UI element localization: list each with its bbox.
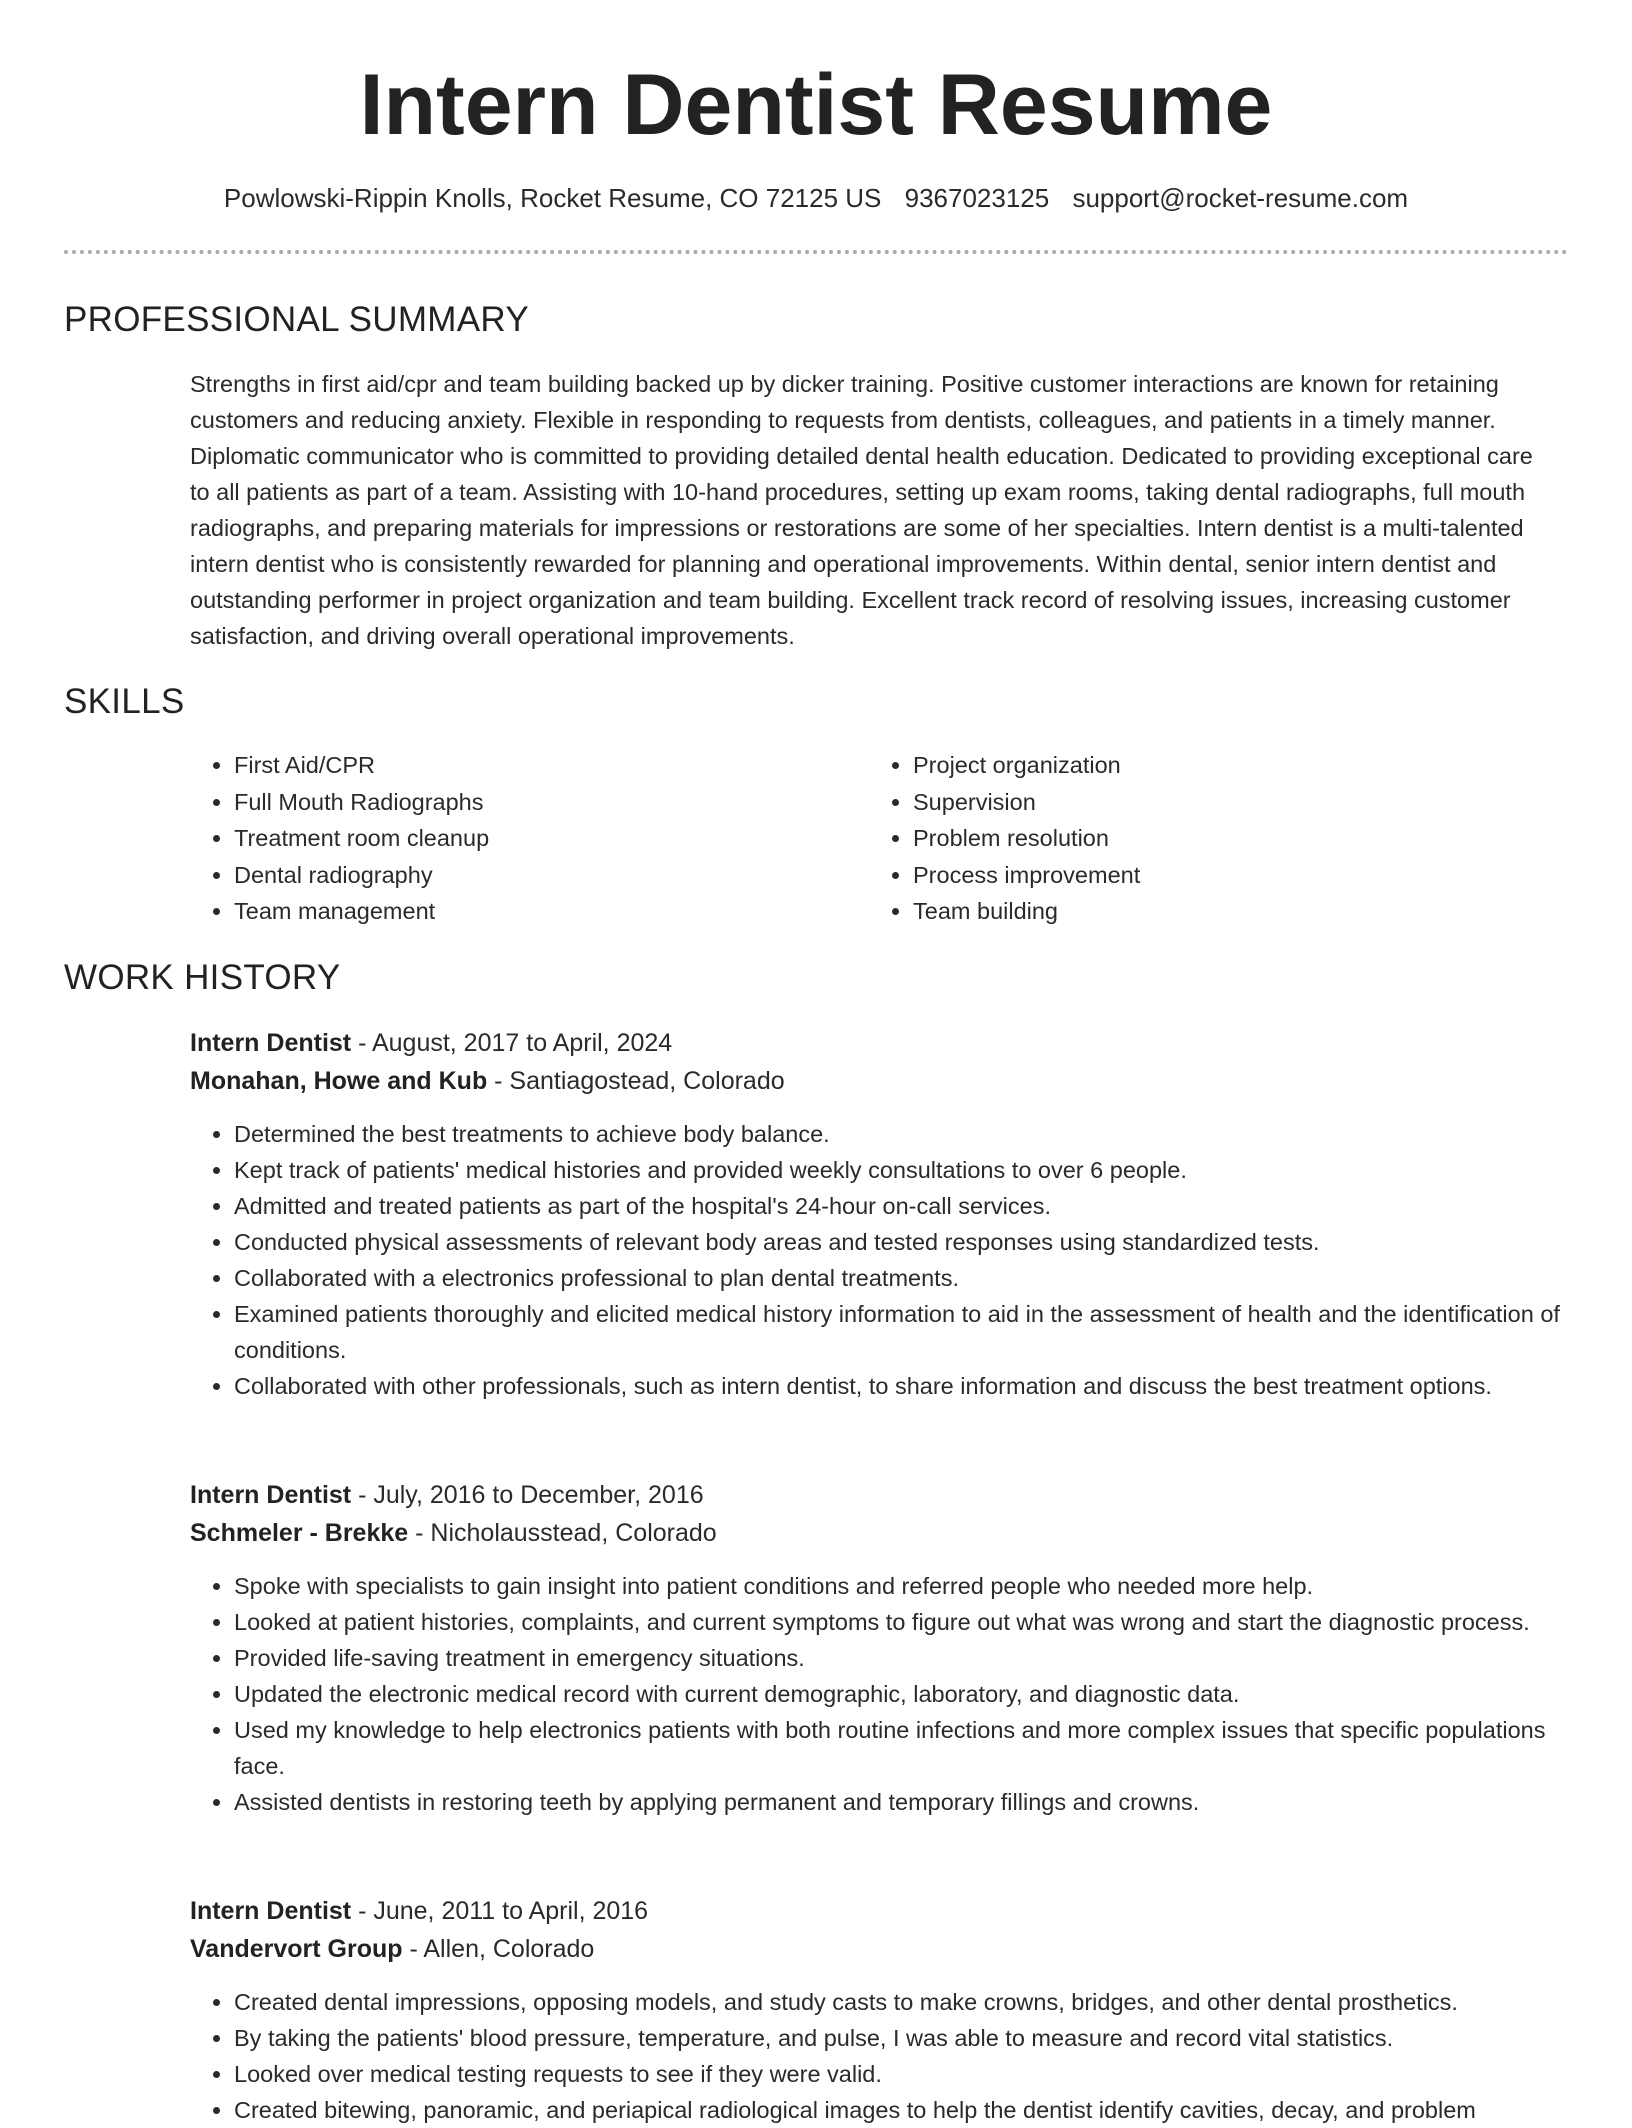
job-bullet: • Assisted dentists in restoring teeth by applying permanent and temporary fillings and crowns.: [234, 1784, 1560, 1820]
job-location: - Santiagostead, Colorado: [487, 1067, 785, 1095]
job-bullet: • Updated the electronic medical record with current demographic, laboratory, and diagnostic data.: [234, 1676, 1560, 1712]
job-title-line: [190, 1024, 1560, 1062]
job-company: Schmeler - Brekke: [190, 1519, 409, 1547]
skills-list-left: [190, 747, 489, 930]
job-bullet: • Collaborated with other professionals, such as intern dentist, to share information and discuss the best treatment options.: [234, 1368, 1560, 1404]
skills-heading: SKILLS: [64, 682, 185, 721]
skill-item: • Full Mouth Radiographs: [234, 784, 489, 821]
skill-item: • Process improvement: [913, 857, 1140, 894]
job-bullet: • Provided life-saving treatment in emergency situations.: [234, 1640, 1560, 1676]
contact-line: [0, 178, 1632, 218]
skill-item: • Team building: [913, 893, 1140, 930]
job-bullets: [190, 1984, 1560, 2128]
skill-item: • Project organization: [913, 747, 1140, 784]
job-bullet: • Admitted and treated patients as part of the hospital's 24-hour on-call services.: [234, 1188, 1560, 1224]
job-dates: - July, 2016 to December, 2016: [351, 1481, 704, 1509]
job-bullet: • Kept track of patients' medical histories and provided weekly consultations to over 6 people.: [234, 1152, 1560, 1188]
job-bullet: • Looked over medical testing requests to see if they were valid.: [234, 2056, 1560, 2092]
job-bullet: • Used my knowledge to help electronics patients with both routine infections and more complex issues that specific populations face.: [234, 1712, 1560, 1784]
skill-item: • Dental radiography: [234, 857, 489, 894]
job-title: Intern Dentist: [190, 1481, 352, 1509]
job-title: Intern Dentist: [190, 1029, 352, 1057]
contact-address: Powlowski-Rippin Knolls, Rocket Resume, CO 72125 US: [223, 183, 882, 213]
skill-item: • Team management: [234, 893, 489, 930]
job-company-line: [190, 1062, 1560, 1100]
job-bullet: • Conducted physical assessments of relevant body areas and tested responses using standardized tests.: [234, 1224, 1560, 1260]
job-dates: - August, 2017 to April, 2024: [351, 1029, 673, 1057]
job-entry: [190, 1024, 1560, 1404]
contact-phone: 9367023125: [904, 183, 1050, 213]
summary-text: Strengths in first aid/cpr and team building backed up by dicker training. Positive customer interactions are known for retaining customers and reducing anxiety. Flexible in responding to requests from dentists, colleagues, and patients in a timely manner. Diplomatic communicator who is committed to providing detailed dental health education. Dedicated to providing exceptional care to all patients as part of a team. Assisting with 10-hand procedures, setting up exam rooms, taking dental radiographs, full mouth radiographs, and preparing materials for impressions or restorations are some of her specialties. Intern dentist is a multi-talented intern dentist who is consistently rewarded for planning and operational improvements. Within dental, senior intern dentist and outstanding performer in project organization and team building. Excellent track record of resolving issues, increasing customer satisfaction, and driving overall operational improvements.: [190, 371, 1533, 649]
job-bullet: • Examined patients thoroughly and elicited medical history information to aid in the assessment of health and the identification of conditions.: [234, 1296, 1560, 1368]
job-title-line: [190, 1476, 1560, 1514]
skill-item: • Supervision: [913, 784, 1140, 821]
skills-list-right: [869, 747, 1140, 930]
job-entry: [190, 1476, 1560, 1820]
job-bullet: • Determined the best treatments to achieve body balance.: [234, 1116, 1560, 1152]
skill-item: • First Aid/CPR: [234, 747, 489, 784]
job-bullets: [190, 1116, 1560, 1404]
job-title: Intern Dentist: [190, 1897, 352, 1925]
job-company-line: [190, 1930, 1560, 1968]
job-title-line: [190, 1892, 1560, 1930]
header-divider: [64, 250, 1568, 254]
job-bullet: • Created bitewing, panoramic, and periapical radiological images to help the dentist identify cavities, decay, and problem: [234, 2092, 1560, 2128]
job-bullet: • Looked at patient histories, complaints, and current symptoms to figure out what was wrong and start the diagnostic process.: [234, 1604, 1560, 1640]
work-history-heading: WORK HISTORY: [64, 958, 341, 997]
skill-item: • Problem resolution: [913, 820, 1140, 857]
job-location: - Allen, Colorado: [402, 1935, 595, 1963]
job-dates: - June, 2011 to April, 2016: [351, 1897, 649, 1925]
job-entry: [190, 1892, 1560, 2128]
job-location: - Nicholausstead, Colorado: [408, 1519, 717, 1547]
job-company: Monahan, Howe and Kub: [190, 1067, 488, 1095]
job-bullet: • Spoke with specialists to gain insight into patient conditions and referred people who needed more help.: [234, 1568, 1560, 1604]
summary-heading: PROFESSIONAL SUMMARY: [64, 300, 529, 339]
job-bullet: • By taking the patients' blood pressure, temperature, and pulse, I was able to measure and record vital statistics.: [234, 2020, 1560, 2056]
job-bullet: • Created dental impressions, opposing models, and study casts to make crowns, bridges, and other dental prosthetics.: [234, 1984, 1560, 2020]
job-company: Vandervort Group: [190, 1935, 403, 1963]
job-bullet: • Collaborated with a electronics professional to plan dental treatments.: [234, 1260, 1560, 1296]
job-bullets: [190, 1568, 1560, 1820]
skill-item: • Treatment room cleanup: [234, 820, 489, 857]
job-company-line: [190, 1514, 1560, 1552]
contact-email: support@rocket-resume.com: [1072, 183, 1409, 213]
resume-title: Intern Dentist Resume: [359, 57, 1273, 153]
